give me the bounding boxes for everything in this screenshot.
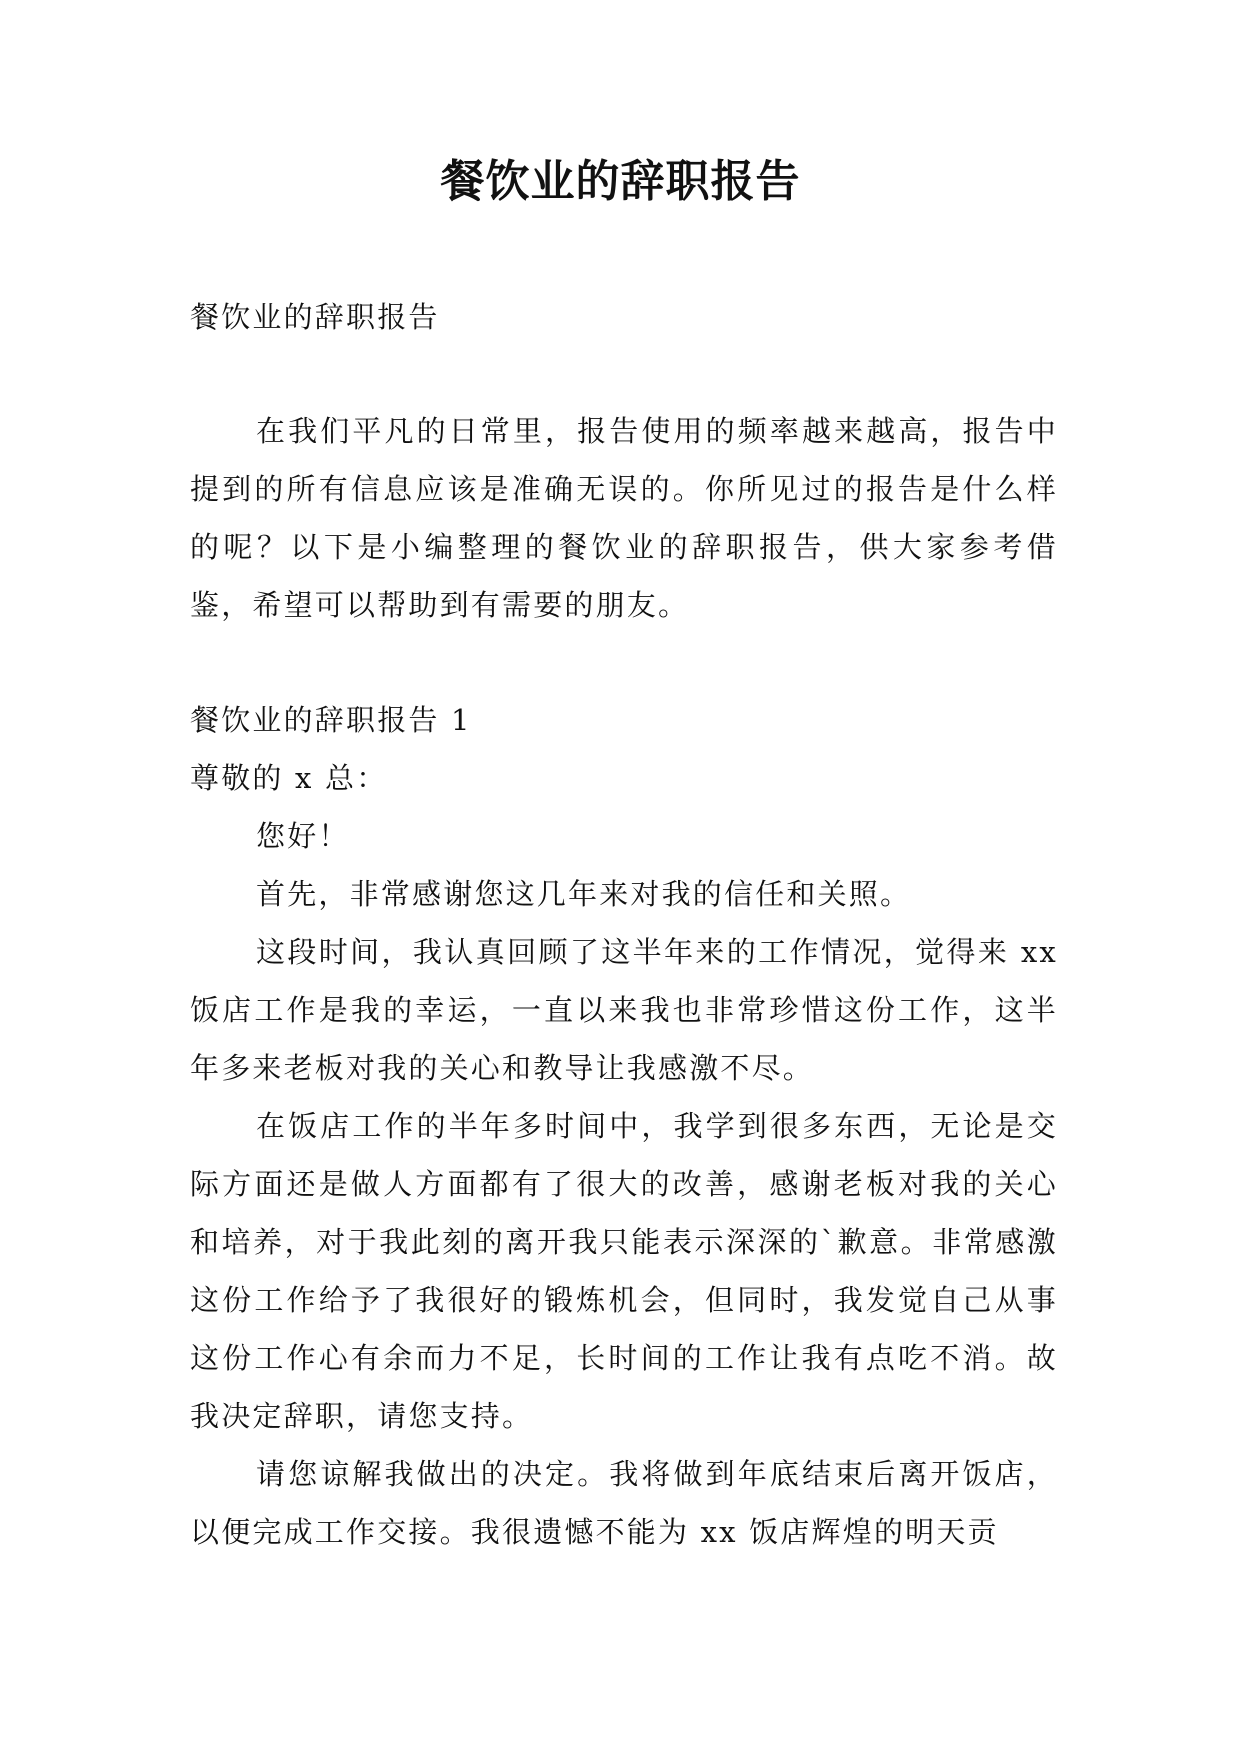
salutation: 尊敬的 x 总： (190, 761, 388, 795)
body-paragraph: 您好！ (256, 819, 350, 853)
body-paragraph: 这段时间，我认真回顾了这半年来的工作情况，觉得来 xx 饭店工作是我的幸运，一直以来我也非常珍惜这份工作，这半年多来老板对我的关心和教导让我感激不尽。 (190, 935, 1058, 1085)
body-paragraph: 在饭店工作的半年多时间中，我学到很多东西，无论是交际方面还是做人方面都有了很大的改善，感谢老板对我的关心和培养，对于我此刻的离开我只能表示深深的`歉意。非常感激这份工作给予了我很好的锻炼机会，但同时，我发觉自己从事这份工作心有余而力不足，长时间的工作让我有点吃不消。故我决定辞职，请您支持。 (190, 1109, 1058, 1433)
section-heading: 餐饮业的辞职报告 1 (190, 703, 472, 737)
letter-section (190, 691, 1058, 1561)
body-paragraph: 请您谅解我做出的决定。我将做到年底结束后离开饭店，以便完成工作交接。我很遗憾不能为 xx 饭店辉煌的明天贡 (190, 1457, 1058, 1549)
intro-paragraph: 在我们平凡的日常里，报告使用的频率越来越高，报告中提到的所有信息应该是准确无误的。你所见过的报告是什么样的呢？以下是小编整理的餐饮业的辞职报告，供大家参考借鉴，希望可以帮助到有需要的朋友。 (190, 414, 1058, 622)
body-paragraph: 首先，非常感谢您这几年来对我的信任和关照。 (256, 877, 912, 911)
document-title: 餐饮业的辞职报告 (440, 156, 801, 207)
document-subtitle: 餐饮业的辞职报告 (190, 300, 440, 334)
